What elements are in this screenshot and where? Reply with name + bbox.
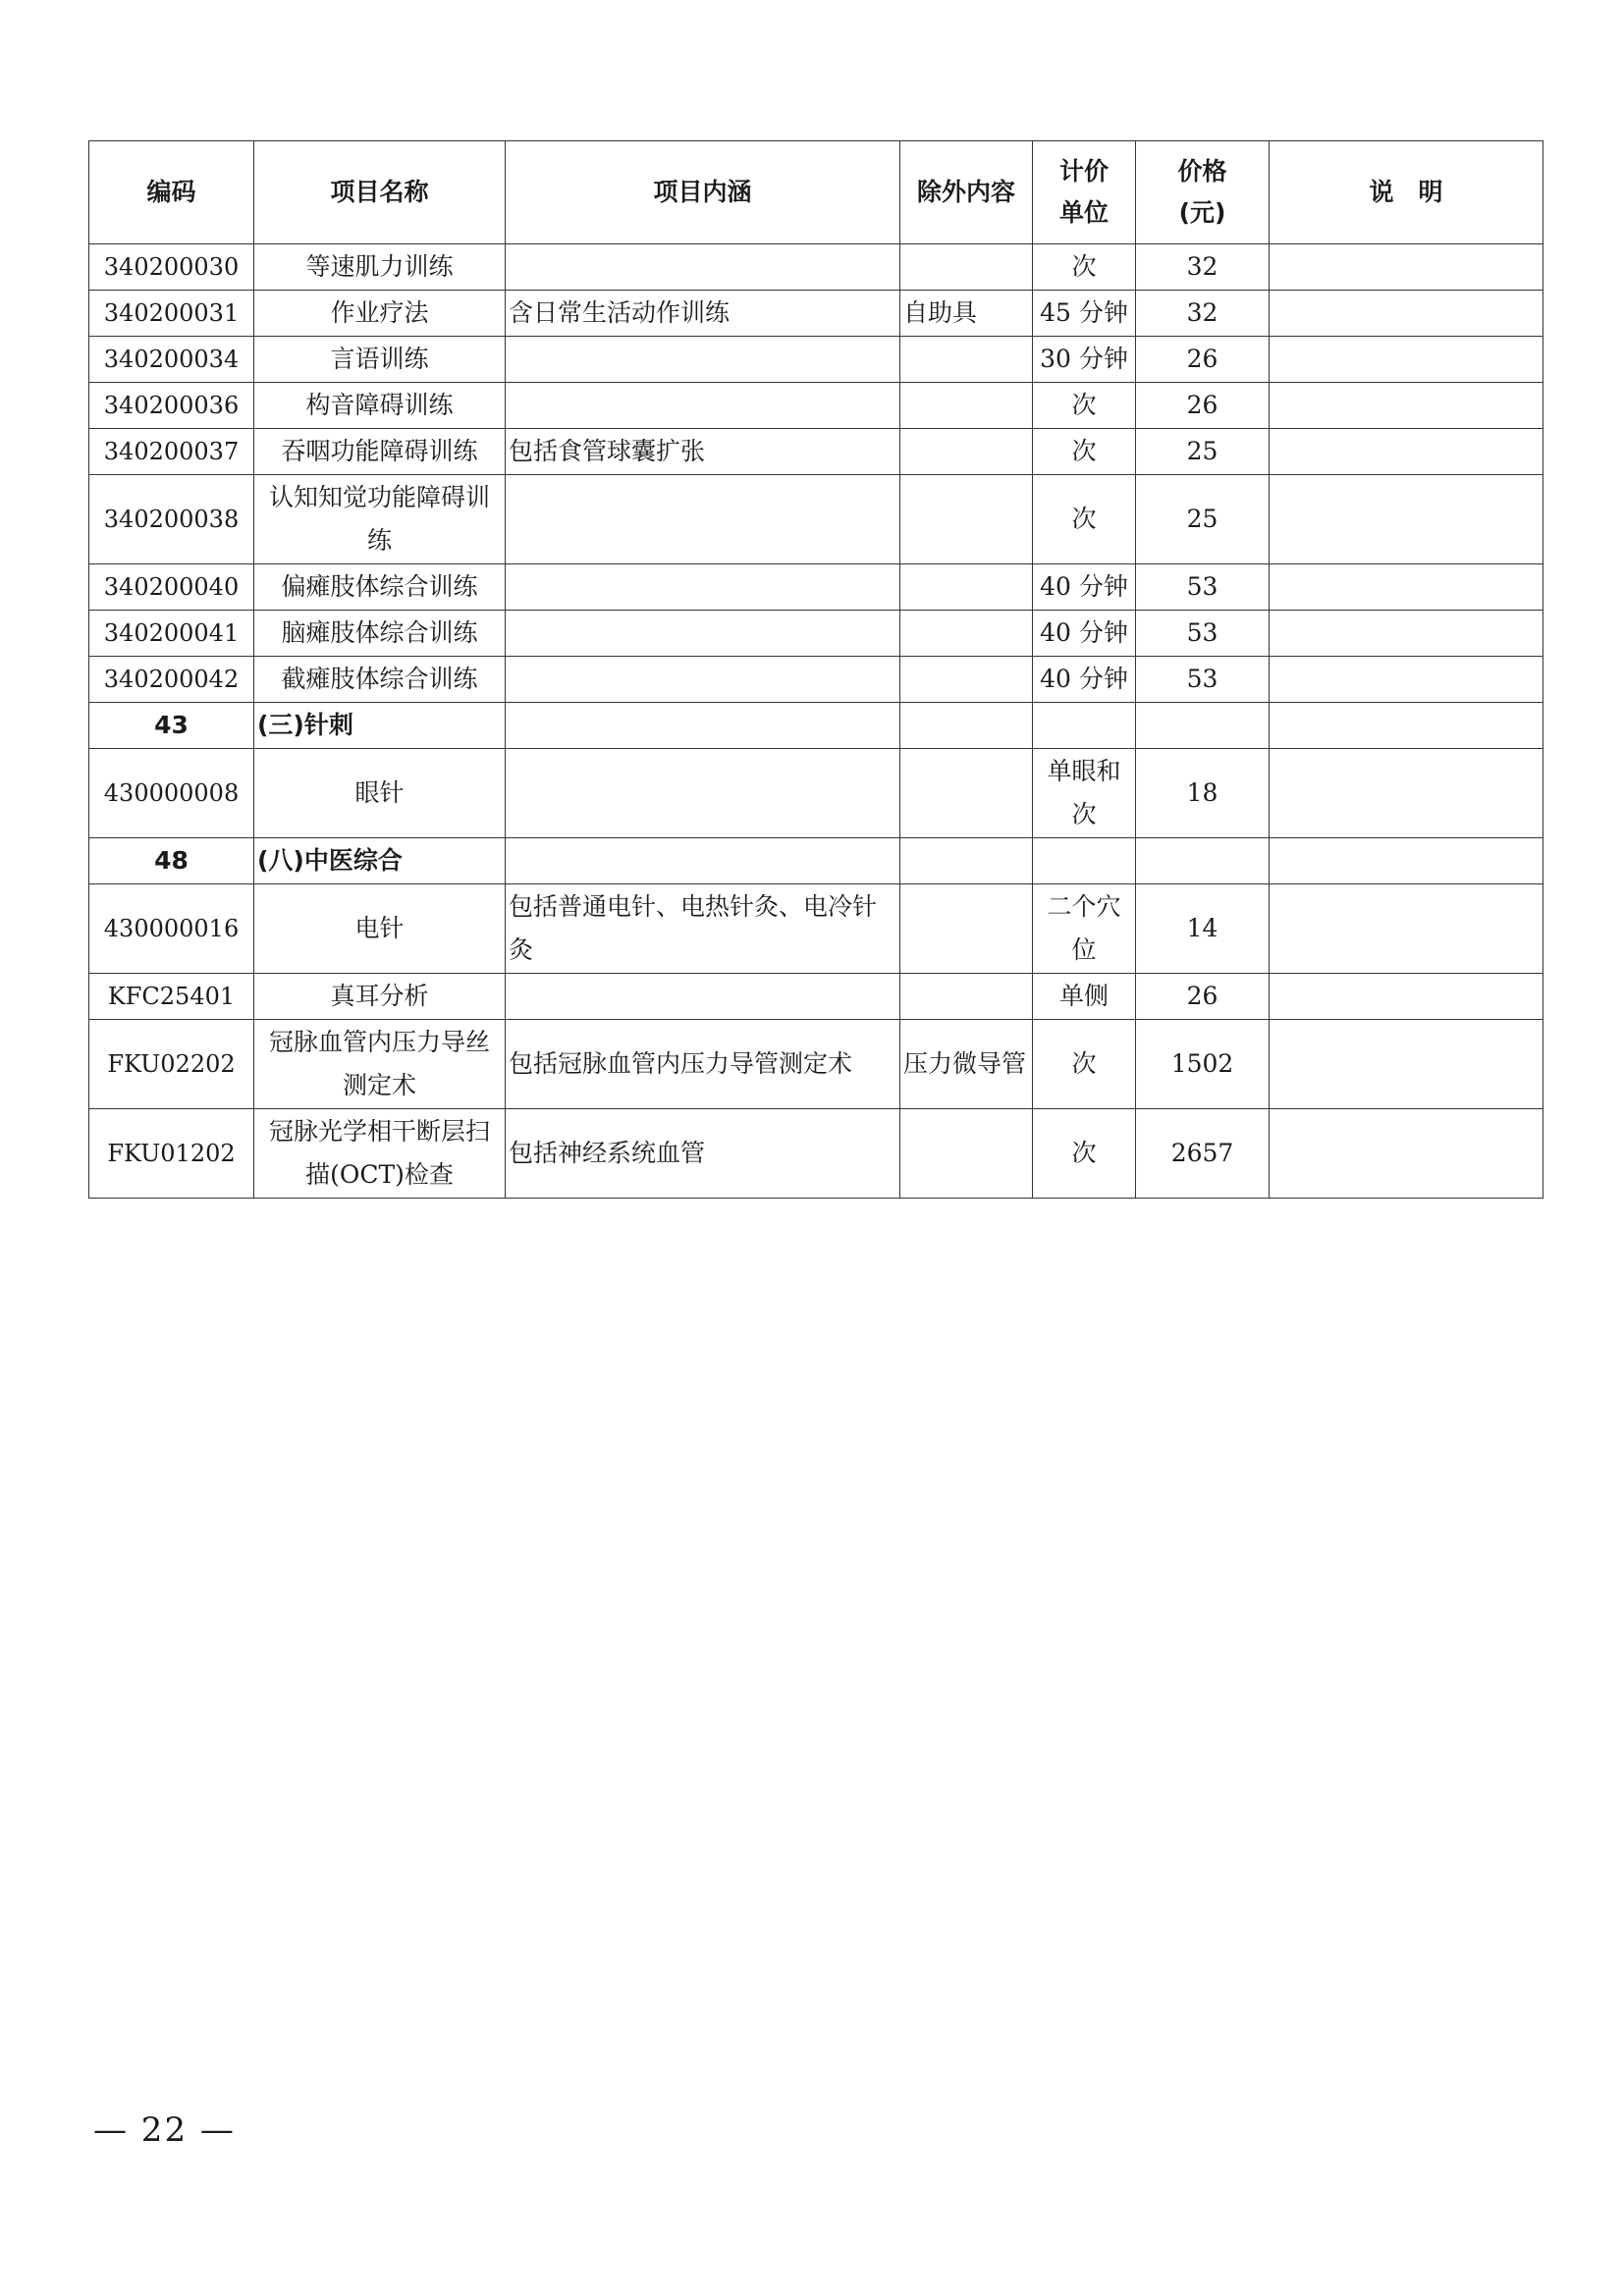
table-row <box>89 974 1543 1020</box>
cell-price: 18 <box>1136 749 1270 838</box>
cell-name: 真耳分析 <box>254 974 506 1020</box>
cell-exclusion: 压力微导管 <box>900 1020 1033 1109</box>
cell-note <box>1270 657 1543 703</box>
cell-note <box>1270 884 1543 974</box>
section-row <box>89 703 1543 749</box>
cell-code: 340200038 <box>89 475 254 564</box>
cell-price: 2657 <box>1136 1109 1270 1199</box>
table-row <box>89 475 1543 564</box>
cell-note <box>1270 1020 1543 1109</box>
cell-content <box>506 244 900 291</box>
cell-code: 340200040 <box>89 564 254 611</box>
cell-unit: 30 分钟 <box>1033 337 1136 383</box>
cell-price: 53 <box>1136 564 1270 611</box>
cell-content: 包括普通电针、电热针灸、电冷针灸 <box>506 884 900 974</box>
page-number: — 22 — <box>93 2110 236 2150</box>
cell-content <box>506 974 900 1020</box>
cell-note <box>1270 291 1543 337</box>
cell-price: 53 <box>1136 657 1270 703</box>
table-row <box>89 429 1543 475</box>
cell-content: 包括食管球囊扩张 <box>506 429 900 475</box>
cell-exclusion <box>900 564 1033 611</box>
cell-exclusion <box>900 429 1033 475</box>
cell-note <box>1270 475 1543 564</box>
cell-content: 包括冠脉血管内压力导管测定术 <box>506 1020 900 1109</box>
header-content: 项目内涵 <box>506 141 900 244</box>
cell-note <box>1270 611 1543 657</box>
cell-price: 25 <box>1136 429 1270 475</box>
cell-note <box>1270 564 1543 611</box>
cell-name: 言语训练 <box>254 337 506 383</box>
table-row <box>89 337 1543 383</box>
cell-unit: 次 <box>1033 1109 1136 1199</box>
cell-unit: 次 <box>1033 475 1136 564</box>
cell-exclusion <box>900 974 1033 1020</box>
header-unit: 计价 单位 <box>1033 141 1136 244</box>
table-row <box>89 244 1543 291</box>
table-row <box>89 1109 1543 1199</box>
cell-note <box>1270 337 1543 383</box>
price-table-page <box>88 140 1543 1199</box>
cell-price: 26 <box>1136 974 1270 1020</box>
cell-content <box>506 337 900 383</box>
cell-name: 构音障碍训练 <box>254 383 506 429</box>
cell-note <box>1270 429 1543 475</box>
section-title: (三)针刺 <box>254 703 506 749</box>
cell-exclusion <box>900 383 1033 429</box>
cell-name: 冠脉血管内压力导丝测定术 <box>254 1020 506 1109</box>
cell-content: 含日常生活动作训练 <box>506 291 900 337</box>
cell-note <box>1270 244 1543 291</box>
cell-price: 53 <box>1136 611 1270 657</box>
table-row <box>89 611 1543 657</box>
cell-unit: 单眼和次 <box>1033 749 1136 838</box>
cell-name: 认知知觉功能障碍训练 <box>254 475 506 564</box>
cell-code: 430000016 <box>89 884 254 974</box>
cell-content: 包括神经系统血管 <box>506 1109 900 1199</box>
cell-price: 14 <box>1136 884 1270 974</box>
cell-code: FKU01202 <box>89 1109 254 1199</box>
cell-unit: 40 分钟 <box>1033 657 1136 703</box>
cell-unit: 次 <box>1033 383 1136 429</box>
cell-unit: 40 分钟 <box>1033 611 1136 657</box>
table-row <box>89 749 1543 838</box>
header-exclusion: 除外内容 <box>900 141 1033 244</box>
cell-code: FKU02202 <box>89 1020 254 1109</box>
header-name: 项目名称 <box>254 141 506 244</box>
cell-unit: 单侧 <box>1033 974 1136 1020</box>
cell-name: 作业疗法 <box>254 291 506 337</box>
table-header-row <box>89 141 1543 244</box>
cell-price: 1502 <box>1136 1020 1270 1109</box>
cell-content <box>506 383 900 429</box>
cell-name: 电针 <box>254 884 506 974</box>
cell-price: 32 <box>1136 291 1270 337</box>
cell-code: 340200031 <box>89 291 254 337</box>
cell-code: 340200041 <box>89 611 254 657</box>
cell-code: 340200030 <box>89 244 254 291</box>
cell-unit: 40 分钟 <box>1033 564 1136 611</box>
cell-name: 偏瘫肢体综合训练 <box>254 564 506 611</box>
table-row <box>89 291 1543 337</box>
cell-price: 26 <box>1136 383 1270 429</box>
cell-content <box>506 657 900 703</box>
section-code: 48 <box>89 838 254 884</box>
cell-note <box>1270 383 1543 429</box>
cell-code: KFC25401 <box>89 974 254 1020</box>
cell-exclusion <box>900 475 1033 564</box>
cell-price: 26 <box>1136 337 1270 383</box>
section-row <box>89 838 1543 884</box>
price-table <box>88 140 1543 1199</box>
header-price: 价格 (元) <box>1136 141 1270 244</box>
section-code: 43 <box>89 703 254 749</box>
cell-exclusion <box>900 749 1033 838</box>
cell-unit: 次 <box>1033 1020 1136 1109</box>
cell-code: 430000008 <box>89 749 254 838</box>
cell-unit: 45 分钟 <box>1033 291 1136 337</box>
table-row <box>89 657 1543 703</box>
cell-note <box>1270 974 1543 1020</box>
cell-exclusion <box>900 657 1033 703</box>
table-row <box>89 1020 1543 1109</box>
cell-content <box>506 564 900 611</box>
cell-name: 眼针 <box>254 749 506 838</box>
cell-exclusion <box>900 244 1033 291</box>
cell-note <box>1270 1109 1543 1199</box>
cell-unit: 次 <box>1033 429 1136 475</box>
header-code: 编码 <box>89 141 254 244</box>
header-note: 说 明 <box>1270 141 1543 244</box>
cell-name: 截瘫肢体综合训练 <box>254 657 506 703</box>
cell-content <box>506 475 900 564</box>
cell-code: 340200036 <box>89 383 254 429</box>
cell-exclusion: 自助具 <box>900 291 1033 337</box>
cell-name: 等速肌力训练 <box>254 244 506 291</box>
cell-exclusion <box>900 884 1033 974</box>
cell-price: 32 <box>1136 244 1270 291</box>
cell-code: 340200037 <box>89 429 254 475</box>
table-row <box>89 383 1543 429</box>
cell-exclusion <box>900 611 1033 657</box>
cell-note <box>1270 749 1543 838</box>
cell-content <box>506 749 900 838</box>
cell-code: 340200042 <box>89 657 254 703</box>
cell-name: 冠脉光学相干断层扫描(OCT)检查 <box>254 1109 506 1199</box>
cell-unit: 二个穴位 <box>1033 884 1136 974</box>
table-row <box>89 884 1543 974</box>
cell-code: 340200034 <box>89 337 254 383</box>
cell-name: 脑瘫肢体综合训练 <box>254 611 506 657</box>
table-row <box>89 564 1543 611</box>
section-title: (八)中医综合 <box>254 838 506 884</box>
cell-unit: 次 <box>1033 244 1136 291</box>
cell-exclusion <box>900 337 1033 383</box>
cell-content <box>506 611 900 657</box>
cell-name: 吞咽功能障碍训练 <box>254 429 506 475</box>
cell-exclusion <box>900 1109 1033 1199</box>
cell-price: 25 <box>1136 475 1270 564</box>
